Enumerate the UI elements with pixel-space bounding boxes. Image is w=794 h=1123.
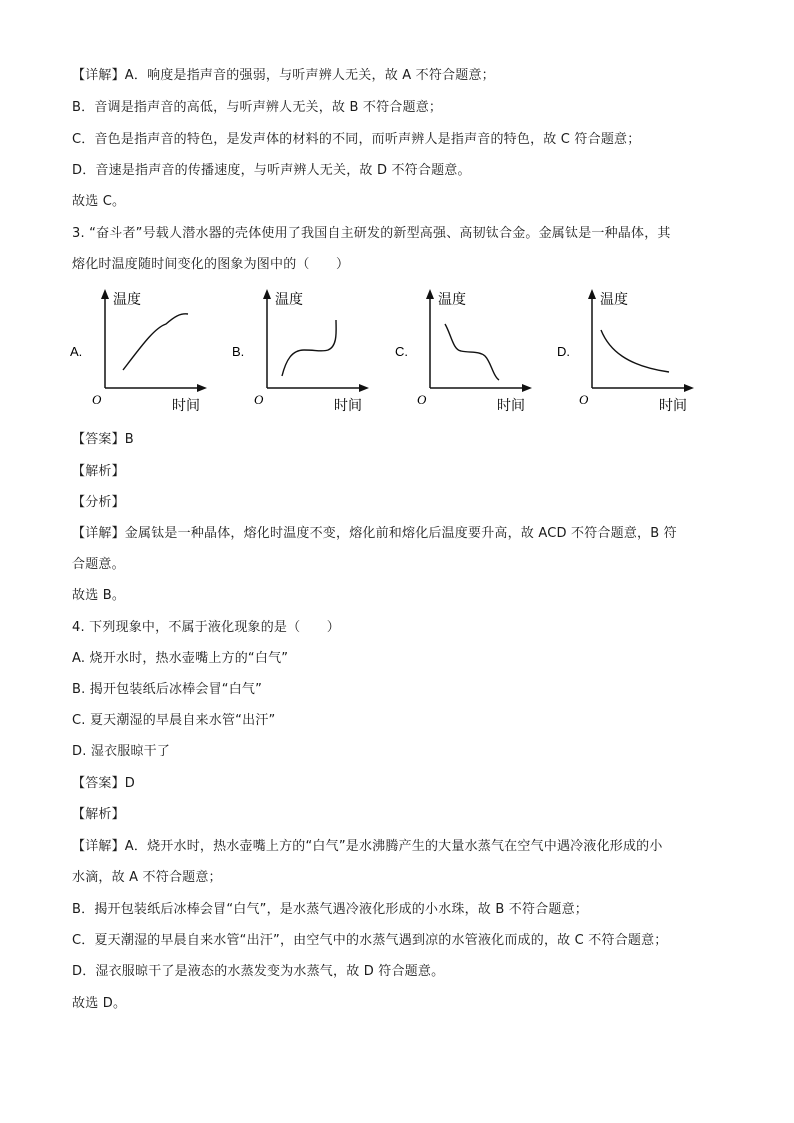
graph-d-y-label: 温度	[600, 292, 628, 308]
graph-c-label: C.	[395, 344, 408, 359]
graph-b-y-label: 温度	[275, 292, 303, 308]
q4-analysis-heading: 【解析】	[72, 807, 125, 822]
graph-d-origin: O	[579, 392, 589, 407]
q4-option-b: B. 揭开包装纸后冰棒会冒“白气”	[72, 682, 263, 697]
graph-b-x-label: 时间	[334, 398, 362, 414]
graph-d-label: D.	[557, 344, 570, 359]
q4-option-c: C. 夏天潮湿的早晨自来水管“出汗”	[72, 713, 276, 728]
q3-fenxi-heading: 【分析】	[72, 495, 125, 510]
graph-c-y-label: 温度	[438, 292, 466, 308]
q2-detail-d: D．音速是指声音的传播速度，与听声辨人无关，故 D 不符合题意。	[72, 163, 471, 178]
graph-a-curve	[123, 314, 188, 370]
q3-stem-line1: 3. “奋斗者”号载人潜水器的壳体使用了我国自主研发的新型高强、高韧钛合金。金属钛是一种晶体，其	[72, 226, 671, 241]
graph-a-origin: O	[92, 392, 102, 407]
q4-answer: 【答案】D	[72, 776, 136, 791]
q3-analysis-heading: 【解析】	[72, 464, 125, 479]
q2-detail-c: C．音色是指声音的特色，是发声体的材料的不同，而听声辨人是指声音的特色，故 C 符合题意；	[72, 132, 641, 147]
graph-a	[70, 284, 220, 416]
graph-a-x-label: 时间	[172, 398, 200, 414]
graph-a-label: A.	[70, 344, 83, 359]
graph-c	[395, 284, 545, 416]
graph-c-origin: O	[417, 392, 427, 407]
q4-detail-b: B．揭开包装纸后冰棒会冒“白气”，是水蒸气遇冷液化形成的小水珠，故 B 不符合题意；	[72, 902, 588, 917]
q3-detail-line1: 【详解】金属钛是一种晶体，熔化时温度不变，熔化前和熔化后温度要升高，故 ACD 不符合题意，B 符	[72, 526, 677, 541]
graph-b	[232, 284, 382, 416]
graph-b-curve	[282, 320, 336, 376]
q3-stem-line2: 熔化时温度随时间变化的图象为图中的（ ）	[72, 257, 350, 272]
q4-detail-a-line2: 水滴，故 A 不符合题意；	[72, 870, 222, 885]
q2-conclusion: 故选 C。	[72, 194, 126, 209]
q3-detail-line2: 合题意。	[72, 557, 125, 572]
q2-detail-b: B．音调是指声音的高低，与听声辨人无关，故 B 不符合题意；	[72, 100, 443, 115]
graph-b-label: B.	[232, 344, 245, 359]
graph-b-origin: O	[254, 392, 264, 407]
q3-conclusion: 故选 B。	[72, 588, 126, 603]
q4-option-d: D. 湿衣服晾干了	[72, 744, 171, 759]
graph-d	[557, 284, 707, 416]
q4-detail-a-line1: 【详解】A．烧开水时，热水壶嘴上方的“白气”是水沸腾产生的大量水蒸气在空气中遇冷液化形成的小	[72, 839, 663, 854]
graph-c-x-label: 时间	[497, 398, 525, 414]
q3-answer: 【答案】B	[72, 432, 134, 447]
q4-detail-d: D．湿衣服晾干了是液态的水蒸发变为水蒸气，故 D 符合题意。	[72, 964, 445, 979]
q4-conclusion: 故选 D。	[72, 996, 127, 1011]
graph-c-curve	[445, 324, 499, 380]
q2-detail-a: 【详解】A．响度是指声音的强弱，与听声辨人无关，故 A 不符合题意；	[72, 68, 495, 83]
graph-d-curve	[601, 330, 669, 372]
graph-d-x-label: 时间	[659, 398, 687, 414]
q4-detail-c: C．夏天潮湿的早晨自来水管“出汗”，由空气中的水蒸气遇到凉的水管液化而成的，故 C 不符合题意；	[72, 933, 668, 948]
q4-option-a: A. 烧开水时，热水壶嘴上方的“白气”	[72, 651, 289, 666]
graph-a-y-label: 温度	[113, 292, 141, 308]
q4-stem: 4. 下列现象中，不属于液化现象的是（ ）	[72, 620, 340, 635]
